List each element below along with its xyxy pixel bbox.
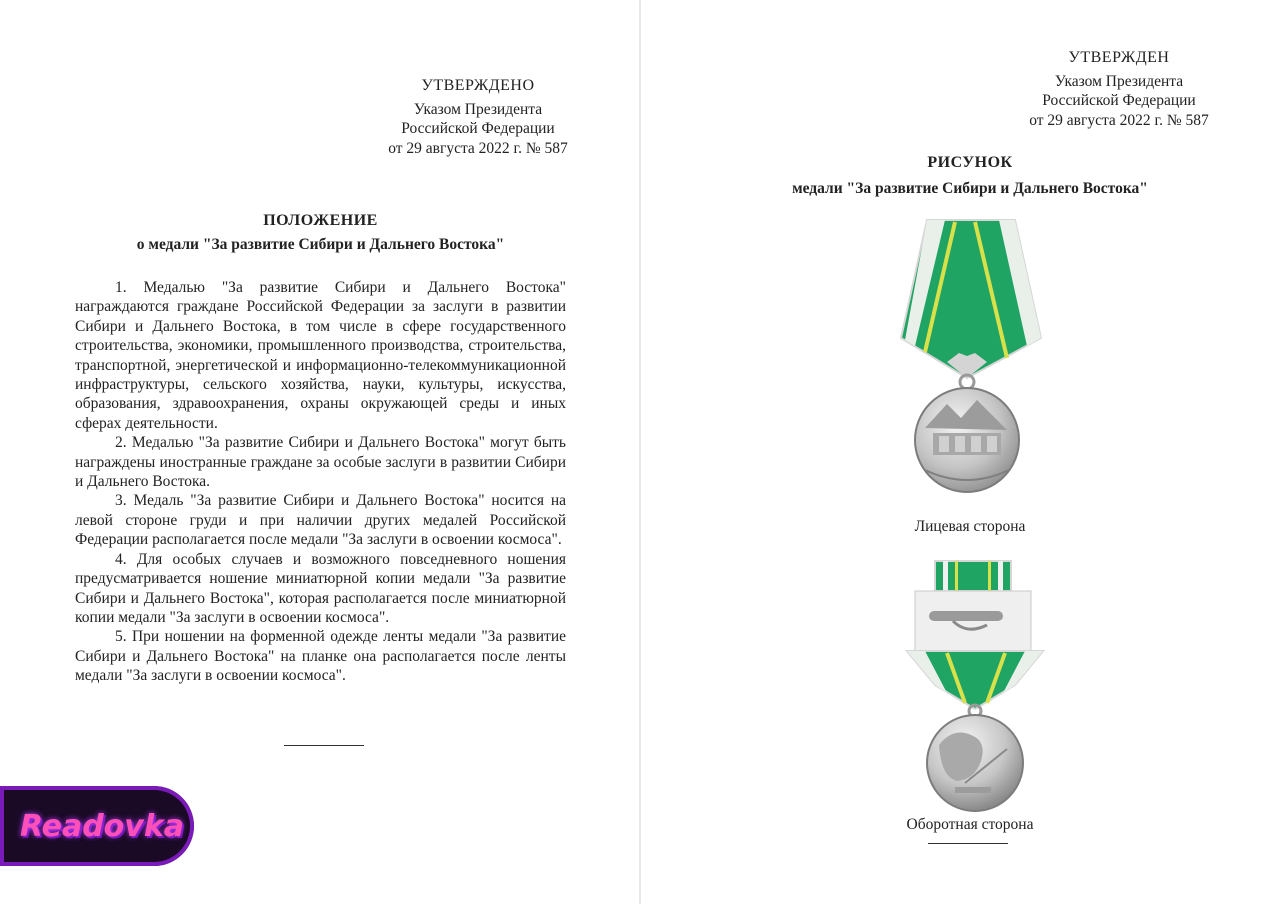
paragraph-5: 5. При ношении на форменной одежде ленты медали "За развитие Сибири и Дальнего Востока" на планке она располагается после ленты медали "За заслуги в освоении космоса". bbox=[75, 628, 566, 685]
medal-back-image bbox=[895, 555, 1055, 835]
approval-line-2: Российской Федерации bbox=[1042, 92, 1196, 109]
ribbon-pentagon-front bbox=[901, 220, 1041, 378]
pin-clasp bbox=[915, 591, 1031, 653]
approval-line-1: Указом Президента bbox=[413, 100, 543, 118]
approval-line-3: от 29 августа 2022 г. № 587 bbox=[1029, 111, 1209, 129]
approval-block-right bbox=[1024, 48, 1214, 130]
end-rule-right bbox=[928, 843, 1008, 844]
back-side-caption: Оборотная сторона bbox=[906, 816, 1034, 833]
readovka-logo bbox=[0, 786, 194, 866]
ribbon-pentagon-back bbox=[907, 651, 1043, 709]
document-subtitle: о медали "За развитие Сибири и Дальнего Востока" bbox=[136, 236, 505, 253]
document-title: ПОЛОЖЕНИЕ bbox=[263, 212, 378, 229]
medal-disc-back bbox=[927, 715, 1023, 811]
approval-line-3: от 29 августа 2022 г. № 587 bbox=[388, 139, 568, 157]
paragraph-2: 2. Медалью "За развитие Сибири и Дальнего Востока" могут быть награждены иностранные граждане за особые заслуги в развитии Сибири и Дальнего Востока. bbox=[75, 434, 566, 491]
ribbon-top-strip bbox=[935, 561, 1011, 591]
approval-block-left bbox=[383, 76, 573, 158]
logo-wordmark: Readovka bbox=[20, 808, 185, 844]
left-page bbox=[0, 0, 639, 904]
regulation-text bbox=[75, 278, 566, 686]
medal-front-image bbox=[895, 218, 1045, 498]
end-rule bbox=[284, 745, 364, 746]
medal-disc-front bbox=[915, 388, 1019, 492]
approval-line-2: Российской Федерации bbox=[401, 120, 555, 137]
paragraph-4: 4. Для особых случаев и возможного повседневного ношения предусматривается ношение миниатюрной копии медали "За развитие Сибири и Дальнего Востока", которая располагается после миниатюрной копии медали "За заслуги в освоении космоса". bbox=[75, 550, 566, 626]
approval-line-1: Указом Президента bbox=[1054, 72, 1184, 90]
front-side-caption: Лицевая сторона bbox=[914, 518, 1026, 535]
approval-status: УТВЕРЖДЕН bbox=[1068, 49, 1170, 66]
figure-subtitle: медали "За развитие Сибири и Дальнего Востока" bbox=[792, 180, 1148, 197]
paragraph-1: 1. Медалью "За развитие Сибири и Дальнего Востока" награждаются граждане Российской Федерации за заслуги в развитии Сибири и Дальнего Востока, в том числе в сфере государственного строительства, экономики, промышленного производства, строительства, транспортной, энергетической и информационно-телекоммуникационной инфраструктуры, сельского хозяйства, науки, культуры, искусства, образования, здравоохранения, охраны окружающей среды и иных сферах деятельности. bbox=[75, 279, 566, 432]
figure-title: РИСУНОК bbox=[927, 154, 1013, 171]
approval-status: УТВЕРЖДЕНО bbox=[421, 77, 535, 94]
paragraph-3: 3. Медаль "За развитие Сибири и Дальнего Востока" носится на левой стороне груди и при наличии других медалей Российской Федерации располагается после медали "За заслуги в освоении космоса". bbox=[75, 492, 566, 549]
